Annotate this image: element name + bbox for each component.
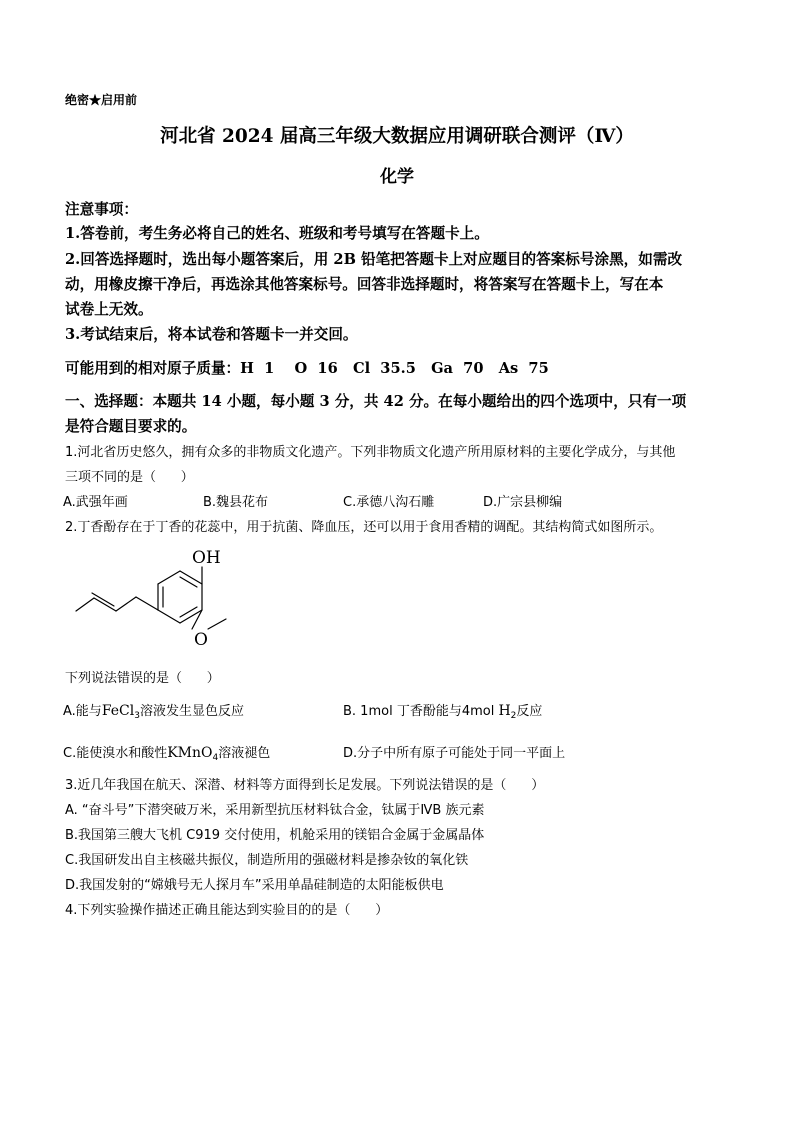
q1-option-b: B.魏县花布	[203, 495, 269, 510]
q2-stem: 2.丁香酚存在于丁香的花蕊中，用于抗菌、降血压，还可以用于食用香精的调配。其结构简式如图所示。	[65, 520, 663, 535]
atomic-masses: 可能用到的相对原子质量：H 1 O 16 Cl 35.5 Ga 70 As 75	[65, 360, 549, 377]
eugenol-structure	[68, 545, 238, 653]
q4-stem: 4.下列实验操作描述正确且能达到实验目的的是（ ）	[65, 903, 389, 918]
q3-option-b: B.我国第三艘大飞机 C919 交付使用，机舱采用的镁铝合金属于金属晶体	[65, 828, 485, 843]
q3-option-a: A. “奋斗号”下潜突破万米，采用新型抗压材料钛合金，钛属于ⅣB 族元素	[65, 803, 485, 818]
confidential-mark: 绝密★启用前	[65, 93, 138, 107]
q3-option-d: D.我国发射的“嫦娥号无人探月车”采用单晶硅制造的太阳能板供电	[65, 878, 444, 893]
q2-option-b: B. 1mol 丁香酚能与4mol $H_2$反应	[343, 703, 543, 721]
q3-stem: 3.近几年我国在航天、深潜、材料等方面得到长足发展。下列说法错误的是（ ）	[65, 778, 545, 793]
q2-option-c: C.能使溴水和酸性KMnO$_4$溶液褪色	[63, 745, 271, 763]
q1-option-d: D.广宗县柳编	[483, 495, 563, 510]
notes-item-2-line-1: 2.回答选择题时，选出每小题答案后，用 2B 铅笔把答题卡上对应题目的答案标号涂黑，如需改	[65, 251, 683, 268]
subject-title: 化学	[380, 167, 414, 187]
q1-stem-line-1: 1.河北省历史悠久，拥有众多的非物质文化遗产。下列非物质文化遗产所用原材料的主要化学成分，与其他	[65, 445, 676, 460]
notes-heading: 注意事项：	[65, 201, 138, 218]
notes-item-1: 1.答卷前，考生务必将自己的姓名、班级和考号填写在答题卡上。	[65, 225, 489, 242]
section-1-line-1: 一、选择题：本题共 14 小题，每小题 3 分，共 42 分。在每小题给出的四个选项中，只有一项	[65, 393, 687, 410]
hydroxyl-label: OH	[192, 548, 221, 568]
notes-item-3: 3.考试结束后，将本试卷和答题卡一并交回。	[65, 326, 358, 343]
q1-stem-line-2: 三项不同的是（ ）	[65, 470, 194, 485]
q2-question: 下列说法错误的是（ ）	[65, 671, 220, 686]
page-title: 河北省 2024 届高三年级大数据应用调研联合测评（Ⅳ）	[160, 126, 634, 147]
q1-option-c: C.承德八沟石雕	[343, 495, 435, 510]
q1-option-a: A.武强年画	[63, 495, 128, 510]
q2-option-d: D.分子中所有原子可能处于同一平面上	[343, 746, 566, 761]
notes-item-2-line-3: 试卷上无效。	[65, 301, 153, 318]
notes-item-2-line-2: 动，用橡皮擦干净后，再选涂其他答案标号。回答非选择题时，将答案写在答题卡上，写在本	[65, 276, 664, 293]
q3-option-c: C.我国研发出自主核磁共振仪，制造所用的强磁材料是掺杂钕的氧化铁	[65, 853, 469, 868]
section-1-line-2: 是符合题目要求的。	[65, 418, 197, 435]
oxygen-label: O	[194, 630, 208, 650]
q2-option-a: A.能与FeCl$_3$溶液发生显色反应	[63, 703, 244, 721]
